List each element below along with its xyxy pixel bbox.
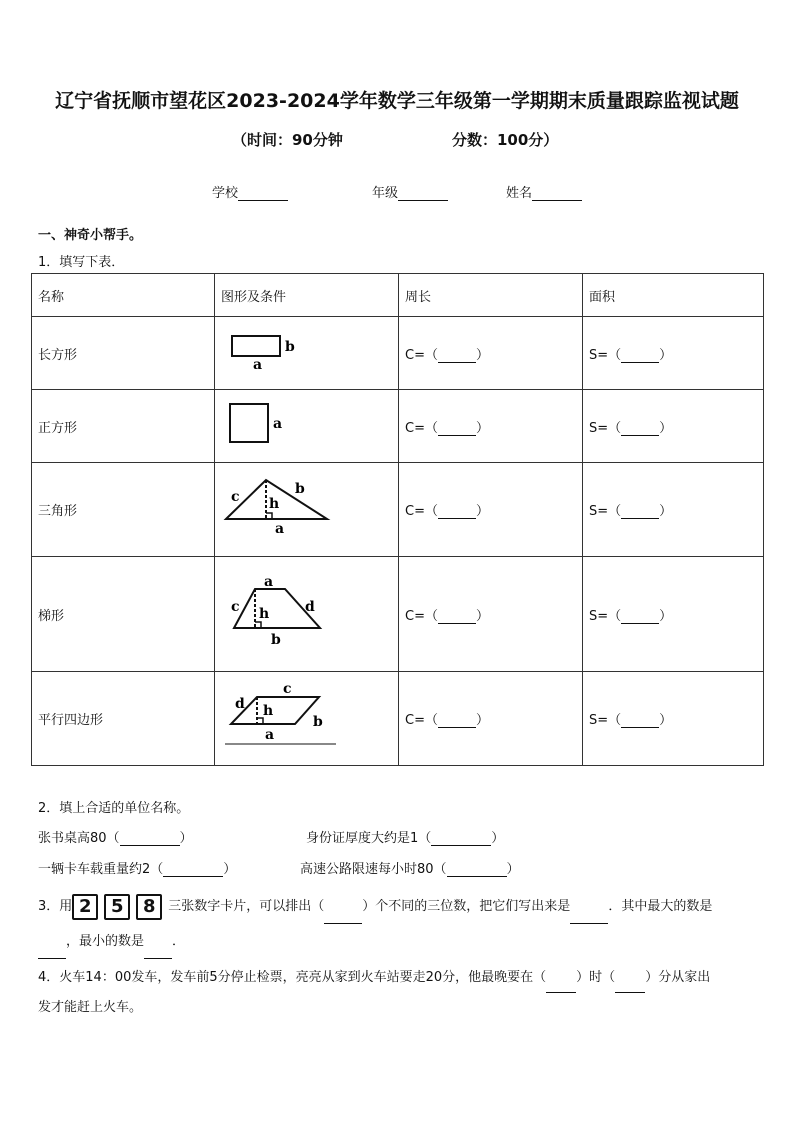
name-field [506, 182, 582, 201]
close-paren: ） [659, 347, 673, 363]
close-paren: ） [659, 608, 673, 624]
q4-text: ）分从家出 [645, 970, 711, 985]
table-row [32, 463, 764, 557]
square-figure [221, 400, 341, 448]
label-d: d [235, 695, 245, 712]
item-close: ） [223, 862, 237, 877]
perimeter-prefix: C=（ [405, 347, 438, 363]
triangle-figure [221, 477, 341, 539]
label-a: a [265, 726, 275, 743]
name-blank[interactable] [532, 187, 582, 201]
label-a: a [275, 520, 285, 537]
parallelogram-figure [221, 684, 346, 750]
area-cell [583, 463, 764, 557]
question-2-title: 2．填上合适的单位名称。 [38, 801, 190, 816]
q4-text: 4．火车14：00发车，发车前5分停止检票，亮亮从家到火车站要走20分，他最晚要在（ [38, 970, 547, 985]
shape-figure [215, 463, 399, 557]
item-text: 高速公路限速每小时80（ [300, 862, 447, 877]
q3-text: 三张数字卡片，可以排出（ [168, 899, 325, 914]
answer-blank[interactable] [621, 715, 659, 728]
answer-blank[interactable] [38, 946, 66, 959]
area-prefix: S=（ [589, 608, 622, 624]
trapezoid-figure [221, 575, 341, 649]
answer-blank[interactable] [144, 946, 172, 959]
label-a: a [264, 575, 274, 590]
answer-blank[interactable] [120, 833, 180, 846]
digit-card: 5 [104, 894, 130, 920]
q3-text: ．其中最大的数是 [608, 899, 713, 914]
close-paren: ） [475, 420, 489, 436]
header-perimeter: 周长 [399, 274, 583, 317]
label-h: h [259, 606, 270, 622]
perimeter-cell [399, 557, 583, 672]
shape-name: 长方形 [32, 317, 215, 390]
header-area: 面积 [583, 274, 764, 317]
table-header-row [32, 274, 764, 317]
name-label: 姓名 [506, 186, 533, 201]
shape-name: 三角形 [32, 463, 215, 557]
exam-time: （时间：90分钟 [232, 131, 343, 149]
item-text: 张书桌高80（ [38, 831, 120, 846]
item-close: ） [179, 831, 193, 846]
perimeter-prefix: C=（ [405, 504, 438, 519]
q3-prefix: 3．用 [38, 899, 73, 914]
item-text: 身份证厚度大约是1（ [306, 831, 432, 846]
answer-blank[interactable] [621, 350, 659, 363]
label-h: h [269, 495, 280, 512]
q3-text: ． [172, 934, 186, 949]
answer-blank[interactable] [324, 911, 362, 924]
document-title: 辽宁省抚顺市望花区2023-2024学年数学三年级第一学期期末质量跟踪监视试题 [55, 90, 739, 112]
digit-card: 8 [136, 894, 162, 920]
answer-blank[interactable] [438, 350, 476, 363]
table-row [32, 557, 764, 672]
table-row [32, 672, 764, 766]
label-b: b [285, 339, 295, 355]
q4-text: 发才能赶上火车。 [38, 1000, 143, 1015]
answer-blank[interactable] [438, 423, 476, 436]
question-1-text: 1．填写下表． [38, 255, 125, 270]
answer-blank[interactable] [615, 980, 645, 993]
q3-text: ）个不同的三位数，把它们写出来是 [362, 899, 571, 914]
answer-blank[interactable] [621, 611, 659, 624]
exam-score: 分数：100分） [452, 131, 559, 149]
close-paren: ） [659, 420, 673, 436]
label-c: c [283, 683, 292, 697]
q4-text: ）时（ [576, 970, 616, 985]
close-paren: ） [659, 713, 673, 728]
answer-blank[interactable] [431, 833, 491, 846]
item-text: 一辆卡车载重量约2（ [38, 862, 164, 877]
area-prefix: S=（ [589, 347, 622, 363]
header-figure: 图形及条件 [215, 274, 399, 317]
school-blank[interactable] [238, 187, 288, 201]
area-cell [583, 317, 764, 390]
label-a: a [273, 416, 283, 432]
table-row [32, 317, 764, 390]
shape-figure [215, 317, 399, 390]
area-cell [583, 672, 764, 766]
shape-figure [215, 672, 399, 766]
grade-label: 年级 [372, 186, 399, 201]
perimeter-prefix: C=（ [405, 420, 438, 436]
area-prefix: S=（ [589, 420, 622, 436]
shape-figure [215, 390, 399, 463]
label-d: d [305, 599, 315, 615]
label-b: b [271, 632, 281, 648]
answer-blank[interactable] [438, 611, 476, 624]
close-paren: ） [475, 504, 489, 519]
answer-blank[interactable] [163, 864, 223, 877]
area-prefix: S=（ [589, 713, 622, 728]
close-paren: ） [475, 713, 489, 728]
shapes-table [31, 273, 764, 766]
area-cell [583, 390, 764, 463]
perimeter-prefix: C=（ [405, 608, 438, 624]
answer-blank[interactable] [447, 864, 507, 877]
label-b: b [295, 480, 305, 497]
question-2-item [38, 827, 193, 846]
close-paren: ） [475, 608, 489, 624]
close-paren: ） [659, 504, 673, 519]
header-name: 名称 [32, 274, 215, 317]
q3-text: ，最小的数是 [66, 934, 145, 949]
close-paren: ） [475, 347, 489, 363]
question-2-item [306, 827, 504, 846]
answer-blank[interactable] [438, 506, 476, 519]
grade-field [372, 182, 448, 201]
question-2-item [38, 858, 236, 877]
shape-name: 梯形 [32, 557, 215, 672]
label-c: c [231, 488, 240, 505]
label-c: c [231, 599, 240, 615]
perimeter-cell [399, 463, 583, 557]
question-2-item [300, 858, 520, 877]
perimeter-cell [399, 672, 583, 766]
question-3 [38, 889, 768, 959]
perimeter-cell [399, 390, 583, 463]
shape-name: 平行四边形 [32, 672, 215, 766]
answer-blank[interactable] [621, 506, 659, 519]
section-title: 一、神奇小帮手。 [38, 228, 143, 243]
item-close: ） [491, 831, 505, 846]
table-row [32, 390, 764, 463]
perimeter-prefix: C=（ [405, 713, 438, 728]
perimeter-cell [399, 317, 583, 390]
school-label: 学校 [212, 186, 239, 201]
area-cell [583, 557, 764, 672]
shape-figure [215, 557, 399, 672]
area-prefix: S=（ [589, 504, 622, 519]
question-4 [38, 963, 768, 1023]
label-a: a [253, 357, 263, 371]
answer-blank[interactable] [546, 980, 576, 993]
school-field [212, 182, 288, 201]
digit-card: 2 [72, 894, 98, 920]
grade-blank[interactable] [398, 187, 448, 201]
rectangle-figure [221, 331, 341, 371]
shape-name: 正方形 [32, 390, 215, 463]
answer-blank[interactable] [621, 423, 659, 436]
label-h: h [263, 702, 274, 719]
answer-blank[interactable] [438, 715, 476, 728]
answer-blank[interactable] [570, 911, 608, 924]
item-close: ） [506, 862, 520, 877]
label-b: b [313, 713, 323, 730]
